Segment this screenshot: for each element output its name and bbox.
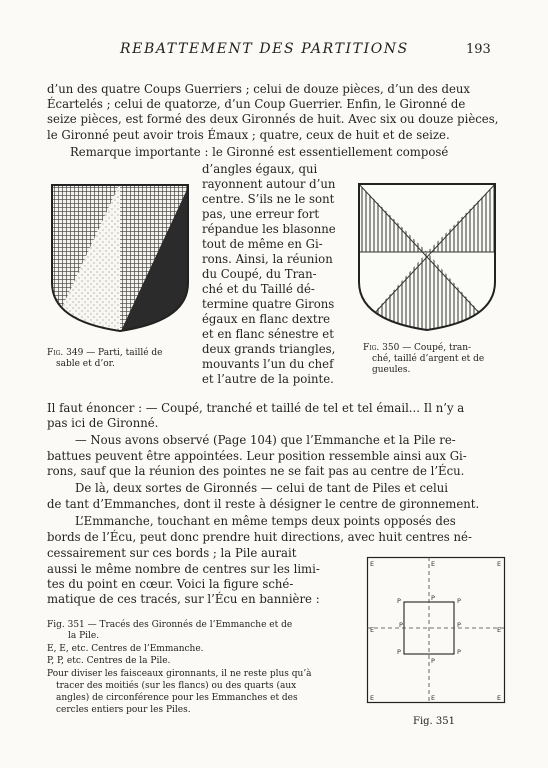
text-line: mouvants l’un du chef (202, 357, 334, 371)
fig351-p-label: P (397, 597, 401, 605)
text-line: et l’autre de la pointe. (202, 372, 334, 386)
text-line: pas, une erreur fort (202, 207, 320, 221)
text-line: cessairement sur ces bords ; la Pile aurait (47, 546, 297, 560)
text-line: termine quatre Girons (202, 297, 335, 311)
fig351-caption-title: Fig. 351 — Tracés des Gironnés de l’Emmanche et de (47, 620, 293, 630)
fig350-caption-line: gueules. (372, 365, 411, 375)
fig350-caption-text: — Coupé, tran- (402, 343, 472, 353)
fig351-diagram (367, 557, 505, 703)
fig351-p-label: P (457, 621, 461, 629)
fig351-e-label: E (431, 560, 436, 568)
page-number: 193 (466, 42, 491, 57)
fig351-caption-note: Pour diviser les faisceaux gironnants, il ne reste plus qu’à (47, 669, 312, 679)
text-line: seize pièces, est formé des deux Gironnés de huit. Avec six ou douze pièces, (47, 112, 499, 126)
fig351-e-label: E (370, 694, 375, 702)
text-line: rayonnent autour d’un (202, 177, 336, 191)
text-line: Remarque importante : le Gironné est essentiellement composé (70, 145, 449, 159)
fig351-caption-note: tracer des moitiés (sur les flancs) ou des quarts (aux (56, 681, 297, 691)
fig351-outer-frame (368, 558, 505, 703)
text-line: rons, sauf que la réunion des pointes ne se fait pas au centre de l’Écu. (47, 464, 465, 478)
fig351-caption-e: E, E, etc. Centres de l’Emmanche. (47, 644, 204, 654)
fig351-e-label: E (497, 694, 502, 702)
text-line: pas ici de Gironné. (47, 416, 159, 430)
text-line: tes du point en cœur. Voici la figure sché- (47, 577, 294, 591)
text-line: De là, deux sortes de Gironnés — celui de tant de Piles et celui (75, 481, 448, 495)
fig351-caption-p: P, P, etc. Centres de la Pile. (47, 656, 171, 666)
fig351-e-label: E (431, 694, 436, 702)
fig351-p-label: P (397, 648, 401, 656)
fig349-label: Fig. 349 (47, 348, 84, 358)
fig351-p-label: P (457, 648, 461, 656)
text-line: deux grands triangles, (202, 342, 336, 356)
fig351-e-label: E (497, 626, 502, 634)
text-line: d’angles égaux, qui (202, 162, 318, 176)
fig349-shield (50, 183, 190, 333)
text-line: rons. Ainsi, la réunion (202, 252, 333, 266)
text-line: bords de l’Écu, peut donc prendre huit directions, avec huit centres né- (47, 530, 472, 544)
fig350-label: Fig. 350 (363, 343, 400, 353)
text-line: égaux en flanc dextre (202, 312, 331, 326)
text-line: tout de même en Gi- (202, 237, 323, 251)
text-line: du Coupé, du Tran- (202, 267, 317, 281)
fig351-p-label: P (399, 621, 403, 629)
fig351-caption-note: angles) de circonférence pour les Emmanches et des (56, 693, 298, 703)
text-line: Écartelés ; celui de quatorze, d’un Coup Guerrier. Enfin, le Gironné de (47, 97, 466, 111)
text-line: centre. S’ils ne le sont (202, 192, 335, 206)
fig351-label: Fig. 351 (413, 716, 455, 727)
text-line: matique de ces tracés, sur l’Écu en bannière : (47, 592, 320, 606)
fig350-shield (357, 182, 497, 332)
fig350-caption-line: ché, taillé d’argent et de (372, 354, 485, 364)
text-line: de tant d’Emmanches, dont il reste à désigner le centre de gironnement. (47, 497, 480, 511)
fig351-e-label: E (370, 560, 375, 568)
text-line: Il faut énoncer : — Coupé, tranché et taillé de tel et tel émail... Il n’y a (47, 401, 465, 415)
text-line: L’Emmanche, touchant en même temps deux points opposés des (75, 514, 456, 528)
text-line: aussi le même nombre de centres sur les limi- (47, 562, 320, 576)
text-line: le Gironné peut avoir trois Émaux ; quatre, ceux de huit et de seize. (47, 128, 450, 142)
fig349-caption-line (47, 348, 162, 359)
fig351-e-label: E (370, 626, 375, 634)
text-line: et en flanc sénestre et (202, 327, 334, 341)
fig351-p-label: P (457, 597, 461, 605)
text-line: battues peuvent être appointées. Leur position ressemble ainsi aux Gi- (47, 449, 467, 463)
fig351-e-label: E (497, 560, 502, 568)
fig349-caption-text: — Parti, taillé de (86, 348, 163, 358)
text-line: — Nous avons observé (Page 104) que l’Emmanche et la Pile re- (75, 433, 456, 447)
fig351-caption-note: cercles entiers pour les Piles. (56, 705, 191, 715)
text-line: ché et du Taillé dé- (202, 282, 315, 296)
fig351-p-label: P (431, 657, 435, 665)
fig349-caption-line: sable et d’or. (56, 359, 115, 369)
fig350-caption-line (363, 343, 471, 354)
text-line: d’un des quatre Coups Guerriers ; celui de douze pièces, d’un des deux (47, 82, 470, 96)
running-header-title: REBATTEMENT DES PARTITIONS (120, 41, 409, 57)
fig351-caption-title: la Pile. (68, 631, 100, 641)
fig351-p-label: P (431, 594, 435, 602)
text-line: répandue les blasonne (202, 222, 336, 236)
